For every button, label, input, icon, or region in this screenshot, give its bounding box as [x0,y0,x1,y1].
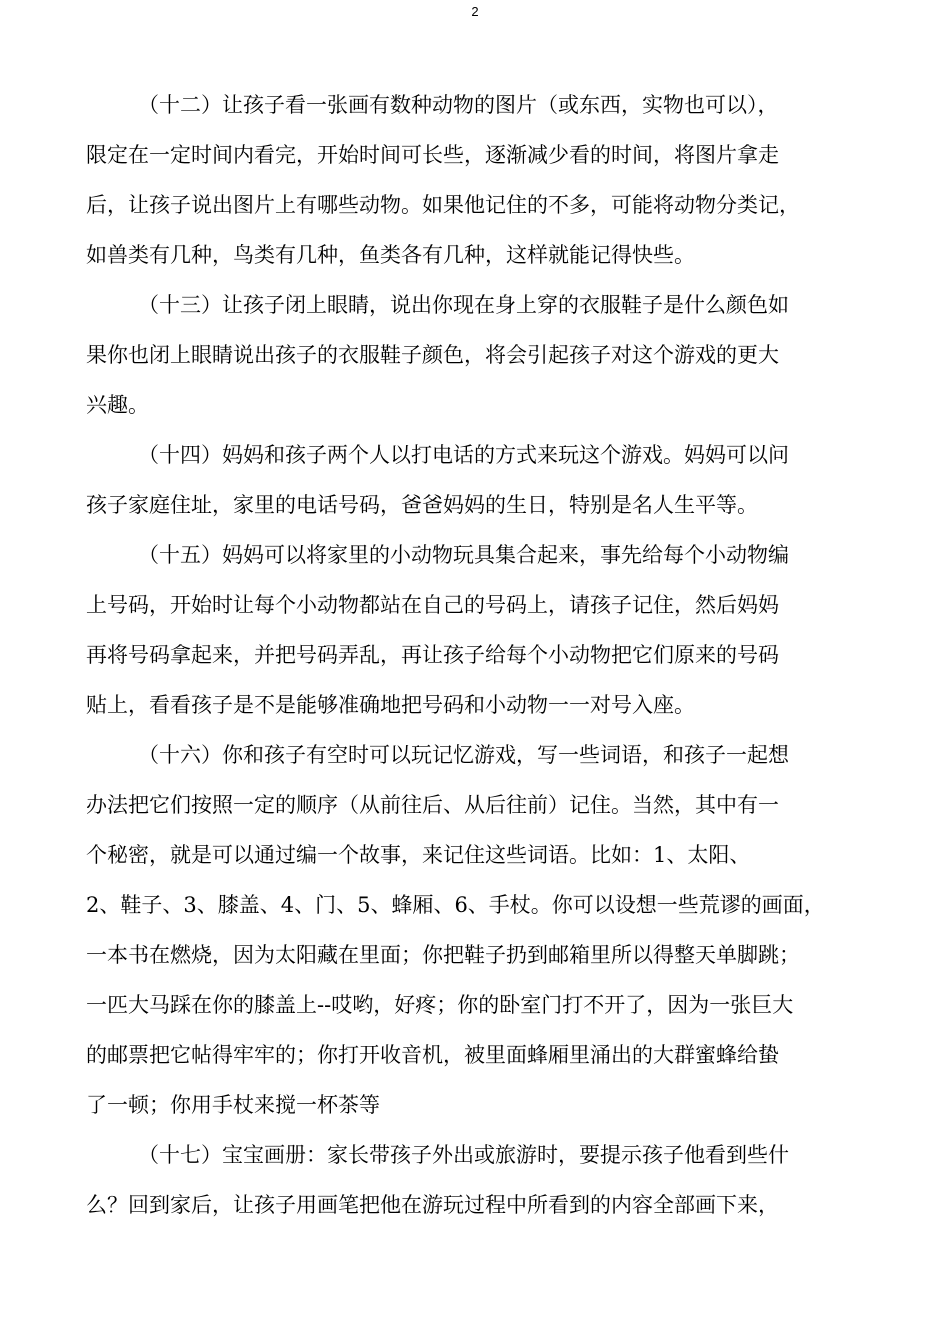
paragraph-13-line-1: （十三）让孩子闭上眼睛，说出你现在身上穿的衣服鞋子是什么颜色如 [138,293,789,317]
paragraph-16-line-1: （十六）你和孩子有空时可以玩记忆游戏，写一些词语，和孩子一起想 [138,743,789,767]
paragraph-16-line-2: 办法把它们按照一定的顺序（从前往后、从后往前）记住。当然，其中有一 [86,793,779,817]
paragraph-14-line-1: （十四）妈妈和孩子两个人以打电话的方式来玩这个游戏。妈妈可以问 [138,443,789,467]
paragraph-12-line-3: 后，让孩子说出图片上有哪些动物。如果他记住的不多，可能将动物分类记， [86,193,800,217]
paragraph-13-line-2: 果你也闭上眼睛说出孩子的衣服鞋子颜色，将会引起孩子对这个游戏的更大 [86,343,779,367]
paragraph-12-line-1: （十二）让孩子看一张画有数种动物的图片（或东西，实物也可以）， [138,93,779,117]
paragraph-16-line-6: 一匹大马踩在你的膝盖上--哎哟，好疼；你的卧室门打不开了，因为一张巨大 [86,993,794,1017]
paragraph-12-line-2: 限定在一定时间内看完，开始时间可长些，逐渐减少看的时间，将图片拿走 [86,143,779,167]
paragraph-13-line-3: 兴趣。 [86,393,149,417]
paragraph-15-line-1: （十五）妈妈可以将家里的小动物玩具集合起来，事先给每个小动物编 [138,543,789,567]
paragraph-14-line-2: 孩子家庭住址，家里的电话号码，爸爸妈妈的生日，特别是名人生平等。 [86,493,758,517]
paragraph-16-line-7: 的邮票把它帖得牢牢的；你打开收音机，被里面蜂厢里涌出的大群蜜蜂给蛰 [86,1043,779,1067]
paragraph-15-line-2: 上号码，开始时让每个小动物都站在自己的号码上，请孩子记住，然后妈妈 [86,593,779,617]
paragraph-17-line-2: 么？回到家后，让孩子用画笔把他在游玩过程中所看到的内容全部画下来， [86,1193,779,1217]
paragraph-15-line-3: 再将号码拿起来，并把号码弄乱，再让孩子给每个小动物把它们原来的号码 [86,643,779,667]
paragraph-12-line-4: 如兽类有几种，鸟类有几种，鱼类各有几种，这样就能记得快些。 [86,243,695,267]
paragraph-15-line-4: 贴上，看看孩子是不是能够准确地把号码和小动物一一对号入座。 [86,693,695,717]
paragraph-16-line-4: 2、鞋子、3、膝盖、4、门、5、蜂厢、6、手杖。你可以设想一些荒谬的画面， [86,893,825,917]
paragraph-16-line-3: 个秘密，就是可以通过编一个故事，来记住这些词语。比如：1、太阳、 [86,843,751,867]
paragraph-16-line-8: 了一顿；你用手杖来搅一杯茶等 [86,1093,380,1117]
paragraph-17-line-1: （十七）宝宝画册：家长带孩子外出或旅游时，要提示孩子他看到些什 [138,1143,789,1167]
page-number: 2 [471,4,479,19]
paragraph-16-line-5: 一本书在燃烧，因为太阳藏在里面；你把鞋子扔到邮箱里所以得整天单脚跳； [86,943,800,967]
